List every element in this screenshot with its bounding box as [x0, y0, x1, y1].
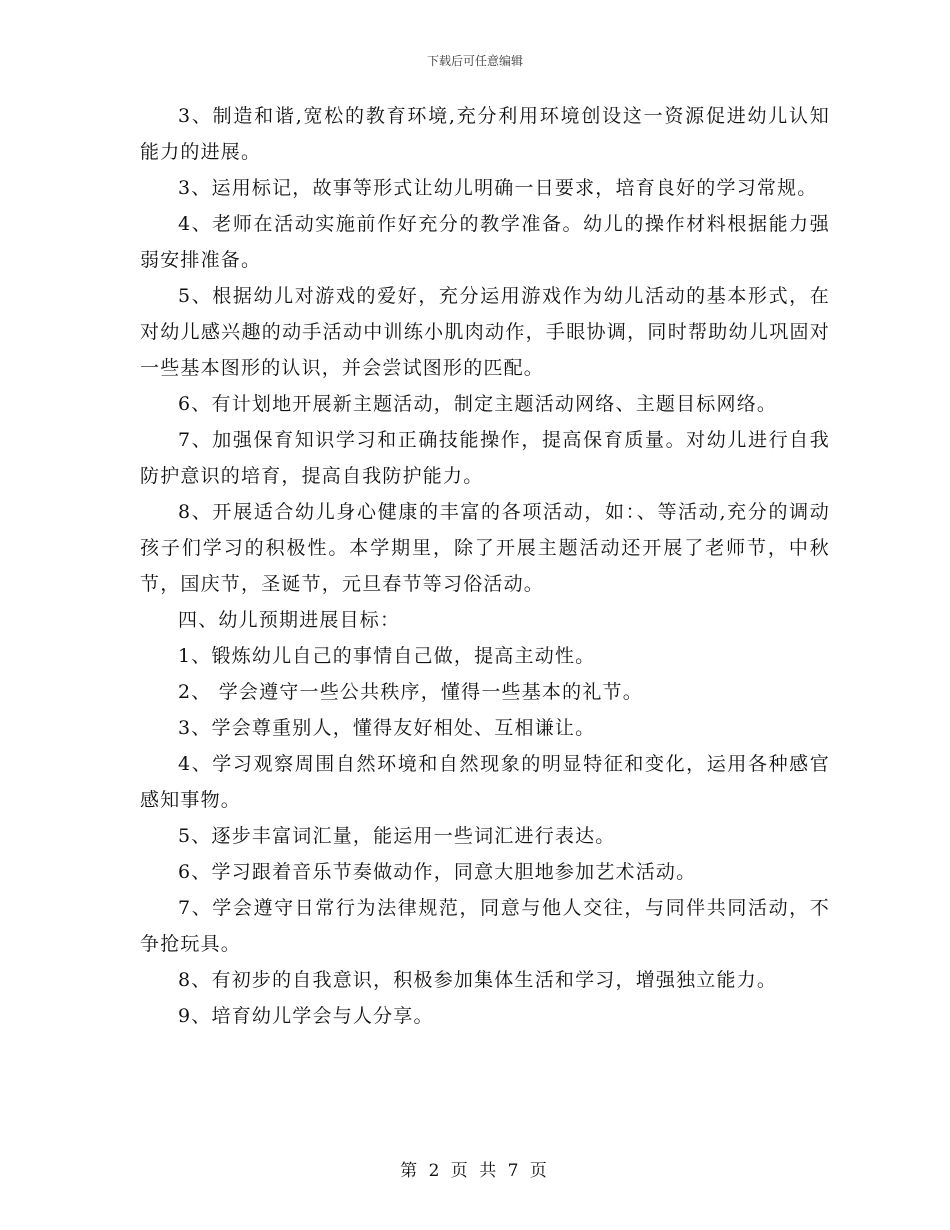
paragraph: 3、学会尊重别人，懂得友好相处、互相谦让。 — [178, 717, 596, 739]
paragraph: 5、根据幼儿对游戏的爱好，充分运用游戏作为幼儿活动的基本形式，在对幼儿感兴趣的动手活动中训练小肌肉动作，手眼协调，同时帮助幼儿巩固对一些基本图形的认识，并会尝试图形的匹配。 — [140, 285, 830, 379]
paragraph: 6、学习跟着音乐节奏做动作，同意大胆地参加艺术活动。 — [178, 861, 697, 883]
paragraph: 4、老师在活动实施前作好充分的教学准备。幼儿的操作材料根据能力强弱安排准备。 — [140, 213, 830, 271]
paragraph: 8、有初步的自我意识，积极参加集体生活和学习，增强独立能力。 — [178, 969, 778, 991]
paragraph: 9、培育幼儿学会与人分享。 — [178, 1005, 434, 1027]
paragraph: 7、加强保育知识学习和正确技能操作，提高保育质量。对幼儿进行自我防护意识的培育，提高自我防护能力。 — [140, 429, 830, 487]
page-footer: 第 2 页 共 7 页 — [400, 1161, 550, 1181]
paragraph: 2、 学会遵守一些公共秩序，懂得一些基本的礼节。 — [178, 681, 643, 703]
document-body — [140, 98, 830, 1034]
paragraph: 4、学习观察周围自然环境和自然现象的明显特征和变化，运用各种感官感知事物。 — [140, 753, 830, 811]
section-heading: 四、幼儿预期进展目标： — [178, 609, 401, 631]
paragraph: 3、运用标记，故事等形式让幼儿明确一日要求，培育良好的学习常规。 — [178, 177, 818, 199]
paragraph: 8、开展适合幼儿身心健康的丰富的各项活动，如：、等活动,充分的调动孩子们学习的积极性。本学期里，除了开展主题活动还开展了老师节，中秋节，国庆节，圣诞节，元旦春节等习俗活动。 — [140, 501, 830, 595]
paragraph: 1、锻炼幼儿自己的事情自己做，提高主动性。 — [178, 645, 596, 667]
paragraph: 7、学会遵守日常行为法律规范，同意与他人交往，与同伴共同活动，不争抢玩具。 — [140, 897, 830, 955]
paragraph: 3、制造和谐,宽松的教育环境,充分利用环境创设这一资源促进幼儿认知能力的进展。 — [140, 105, 830, 163]
page-header: 下载后可任意编辑 — [426, 54, 523, 68]
paragraph: 5、逐步丰富词汇量，能运用一些词汇进行表达。 — [178, 825, 616, 847]
paragraph: 6、有计划地开展新主题活动，制定主题活动网络、主题目标网络。 — [178, 393, 778, 415]
